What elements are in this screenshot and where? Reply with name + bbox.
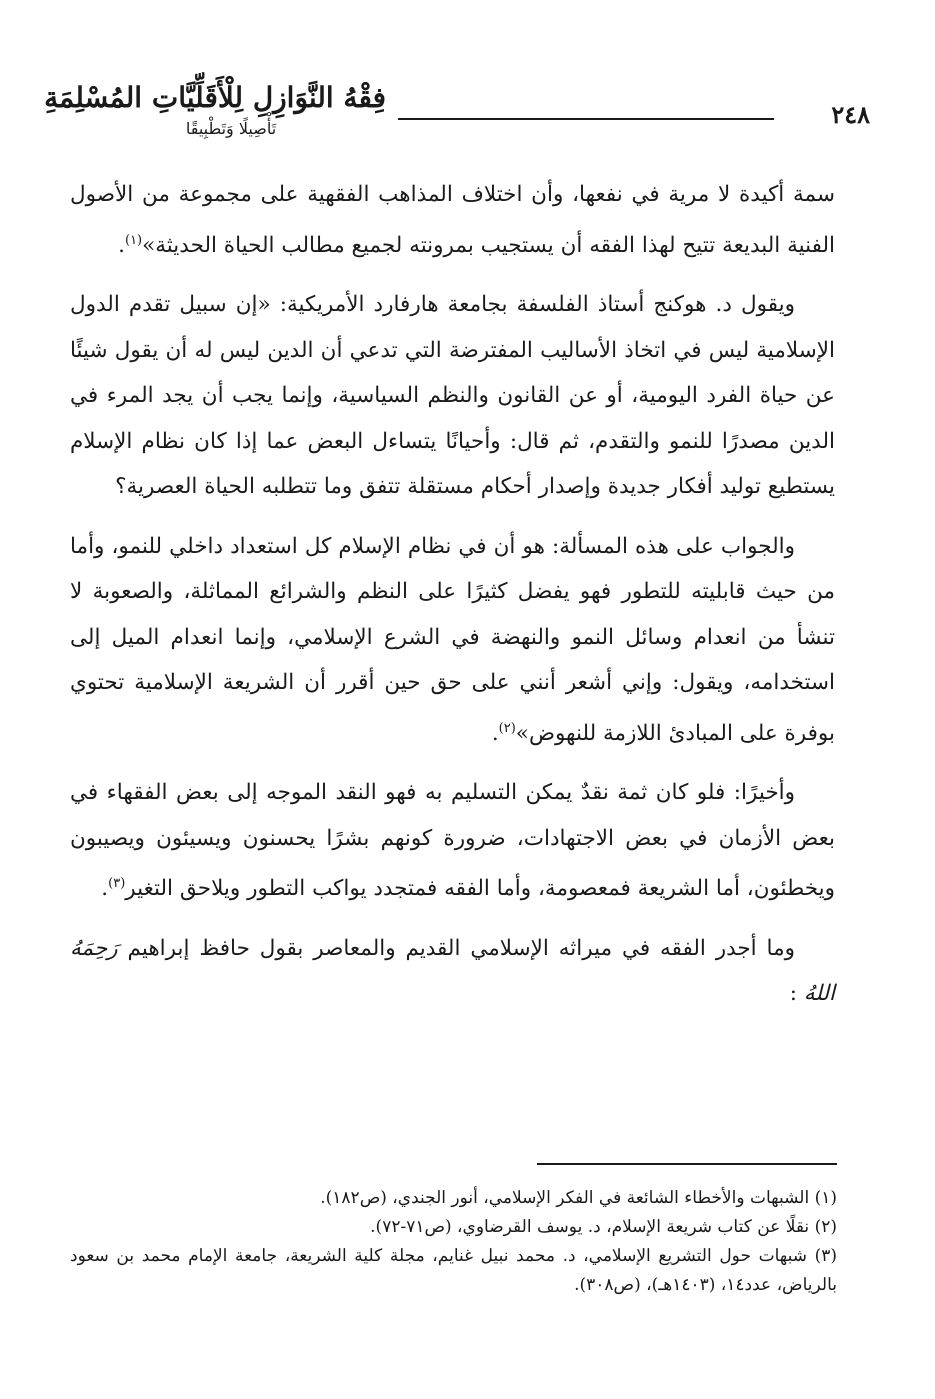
book-title: فِقْهُ النَّوَازِلِ لِلْأَقَلِّيَّاتِ المُسْلِمَةِ [44,81,386,114]
footnote-ref-1[interactable]: (١) [124,232,143,248]
footnotes [70,1184,837,1300]
body-text [70,172,835,1031]
blessing-phrase: رَحِمَهُ اللهُ [70,935,835,1007]
book-subtitle: تَأْصِيلًا وَتَطْبِيقًا [185,119,277,138]
page-number: ٢٤٨ [831,100,870,129]
footnote-separator [537,1163,837,1165]
paragraph-1: سمة أكيدة لا مرية في نفعها، وأن اختلاف المذاهب الفقهية على مجموعة من الأصول الفنية البديعة تتيح لهذا الفقه أن يستجيب بمرونته لجميع مطالب الحياة الحديثة»$^{(١)}$. [70,182,835,258]
footnote-3: (٣) شبهات حول التشريع الإسلامي، د. محمد نبيل غنايم، مجلة كلية الشريعة، جامعة الإمام محمد بن سعود بالرياض، عدد١٤، (١٤٠٣هـ)، (ص٣٠٨). [70,1246,837,1295]
paragraph-2: ويقول د. هوكنج أستاذ الفلسفة بجامعة هارفارد الأمريكية: «إن سبيل تقدم الدول الإسلامية ليس في اتخاذ الأساليب المفترضة التي تدعي أن الدين ليس له أن يقول شيئًا عن حياة الفرد اليومية، أو عن القانون والنظم السياسية، وإنما يجب أن يجد المرء في الدين مصدرًا للنمو والتقدم، ثم قال: وأحيانًا يتساءل البعض عما إذا كان نظام الإسلام يستطيع توليد أفكار جديدة وإصدار أحكام مستقلة تتفق وما تتطلبه الحياة العصرية؟ [70,292,835,500]
paragraph-3: والجواب على هذه المسألة: هو أن في نظام الإسلام كل استعداد داخلي للنمو، وأما من حيث قابليته للتطور فهو يفضل كثيرًا على النظم والشرائع المماثلة، والصعوبة لا تنشأ من انعدام وسائل النمو والنهضة في الشرع الإسلامي، وإنما انعدام الميل إلى استخدامه، ويقول: وإني أشعر أنني على حق حين أقرر أن الشريعة الإسلامية تحتوي بوفرة على المبادئ اللازمة للنهوض»$^{(٢)}$. [70,533,835,746]
header-rule [398,118,774,120]
footnote-1: (١) الشبهات والأخطاء الشائعة في الفكر الإسلامي، أنور الجندي، (ص١٨٢). [320,1188,837,1208]
footnote-ref-3[interactable]: (٣) [108,876,126,892]
footnote-ref-2[interactable]: (٢) [498,720,516,736]
paragraph-4: وأخيرًا: فلو كان ثمة نقدٌ يمكن التسليم به فهو النقد الموجه إلى بعض الفقهاء في بعض الأزمان في بعض الاجتهادات، ضرورة كونهم بشرًا يحسنون ويسيئون ويصيبون ويخطئون، أما الشريعة فمعصومة، وأما الفقه فمتجدد يواكب التطور ويلاحق التغير$^{(٣)}$. [70,780,835,902]
page-header [44,72,870,152]
paragraph-5: وما أجدر الفقه في ميراثه الإسلامي القديم والمعاصر بقول حافظ إبراهيم رَحِمَهُ اللهُ : [70,935,835,1007]
book-title-block [44,78,386,148]
footnote-2: (٢) نقلًا عن كتاب شريعة الإسلام، د. يوسف القرضاوي، (ص٧١-٧٢). [370,1217,837,1237]
